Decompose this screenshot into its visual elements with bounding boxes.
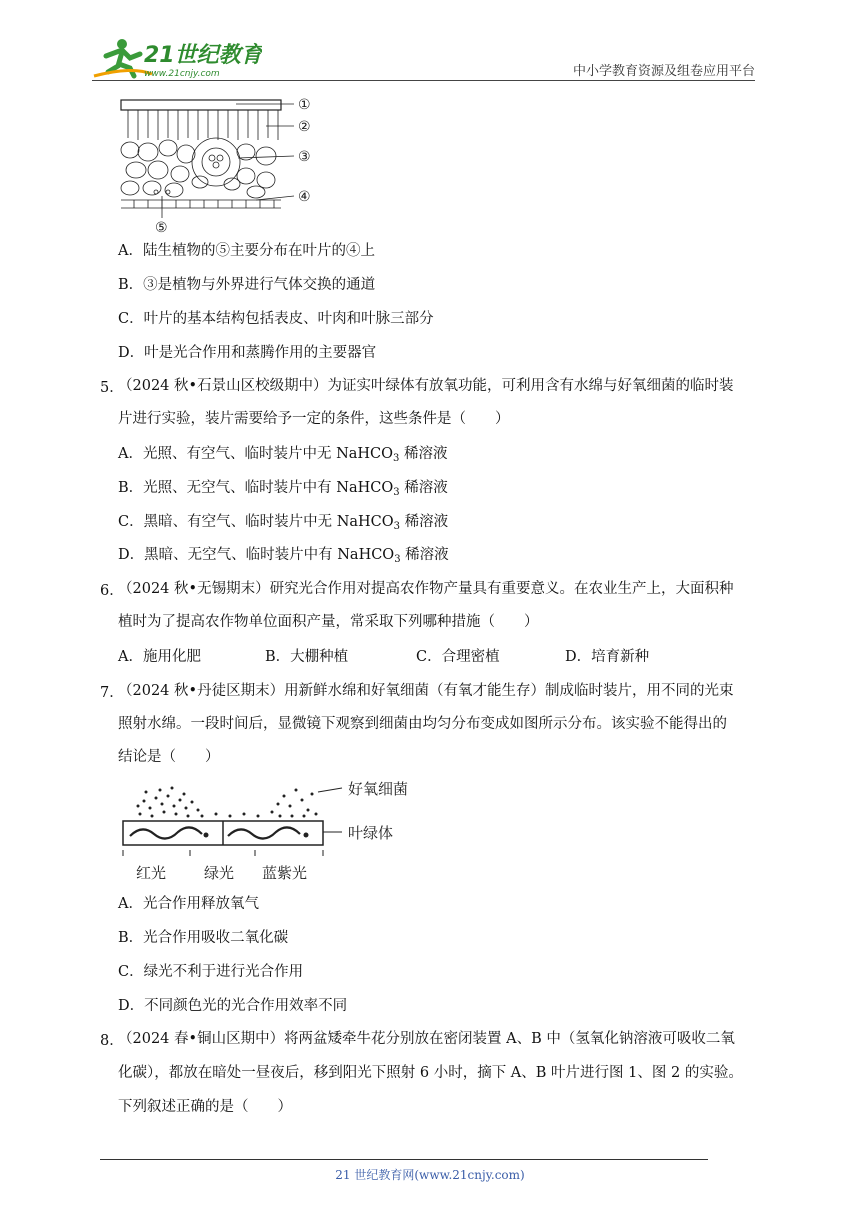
q5-option-a: A．光照、有空气、临时装片中无 NaHCO$_3$ 稀溶液 [118,446,448,464]
q5-stem-line2: 片进行实验，装片需要给予一定的条件，这些条件是（ ） [118,411,510,427]
q8-stem-line3: 下列叙述正确的是（ ） [118,1099,292,1115]
q4-option-c: C．叶片的基本结构包括表皮、叶肉和叶脉三部分 [118,311,434,327]
q5-option-d: D．黑暗、无空气、临时装片中有 NaHCO$_3$ 稀溶液 [118,547,449,565]
q8-stem-line1: （2024 春•铜山区期中）将两盆矮牵牛花分别放在密闭装置 A、B 中（氢氧化钠溶液可吸收二氧 [118,1031,735,1047]
q6-option-a: A．施用化肥 [118,649,201,665]
spirogyra-bacteria-figure [120,776,420,886]
red-light-label: 红光 [136,864,167,882]
q6-option-d: D．培育新种 [565,649,650,665]
header-divider [92,80,755,81]
footer-link[interactable]: 21 世纪教育网(www.21cnjy.com) [335,1168,525,1182]
q7-option-b: B．光合作用吸收二氧化碳 [118,930,289,946]
q5-option-b: B．光照、无空气、临时装片中有 NaHCO$_3$ 稀溶液 [118,480,448,498]
q4-option-b: B．③是植物与外界进行气体交换的通道 [118,277,376,293]
q8-number: 8． [100,1033,124,1049]
blue-violet-light-label: 蓝紫光 [262,864,308,882]
q6-number: 6． [100,583,124,599]
q8-stem-line2: 化碳），都放在暗处一昼夜后，移到阳光下照射 6 小时，摘下 A、B 叶片进行图 1、图 2 的实验。 [118,1065,743,1081]
footer-divider [100,1159,708,1160]
q6-option-b: B．大棚种植 [265,649,349,665]
label-3: ③ [298,149,311,165]
logo-url: www.21cnjy.com [144,69,220,79]
q4-option-a: A．陆生植物的⑤主要分布在叶片的④上 [118,243,375,259]
label-1: ① [298,97,311,113]
q7-option-d: D．不同颜色光的光合作用效率不同 [118,998,348,1014]
chloroplast-label: 叶绿体 [348,824,394,842]
q7-stem-line1: （2024 秋•丹徒区期末）用新鲜水绵和好氧细菌（有氧才能生存）制成临时装片，用不同的光束 [118,683,734,699]
bacteria-label: 好氧细菌 [348,780,409,798]
q7-stem-line2: 照射水绵。一段时间后，显微镜下观察到细菌由均匀分布变成如图所示分布。该实验不能得出的 [118,716,727,732]
q6-stem-line2: 植时为了提高农作物单位面积产量，常采取下列哪种措施（ ） [118,614,539,630]
q6-stem-line1: （2024 秋•无锡期末）研究光合作用对提高农作物产量具有重要意义。在农业生产上，大面积种 [118,581,734,597]
q7-option-a: A．光合作用释放氧气 [118,896,259,912]
site-logo [92,36,262,80]
q5-stem-line1: （2024 秋•石景山区校级期中）为证实叶绿体有放氧功能，可利用含有水绵与好氧细菌的临时装 [118,378,734,394]
q4-option-d: D．叶是光合作用和蒸腾作用的主要器官 [118,345,377,361]
q5-number: 5． [100,380,124,396]
q7-option-c: C．绿光不利于进行光合作用 [118,964,304,980]
q5-option-c: C．黑暗、有空气、临时装片中无 NaHCO$_3$ 稀溶液 [118,514,449,532]
label-5: ⑤ [155,220,168,236]
leaf-cross-section-figure [116,96,326,236]
label-2: ② [298,119,311,135]
header-platform-text: 中小学教育资源及组卷应用平台 [572,64,755,79]
q7-stem-line3: 结论是（ ） [118,749,220,765]
q7-number: 7． [100,685,124,701]
green-light-label: 绿光 [204,864,235,882]
label-4: ④ [298,189,311,205]
q6-option-c: C．合理密植 [416,649,500,665]
logo-text: 21世纪教育 [144,43,262,68]
